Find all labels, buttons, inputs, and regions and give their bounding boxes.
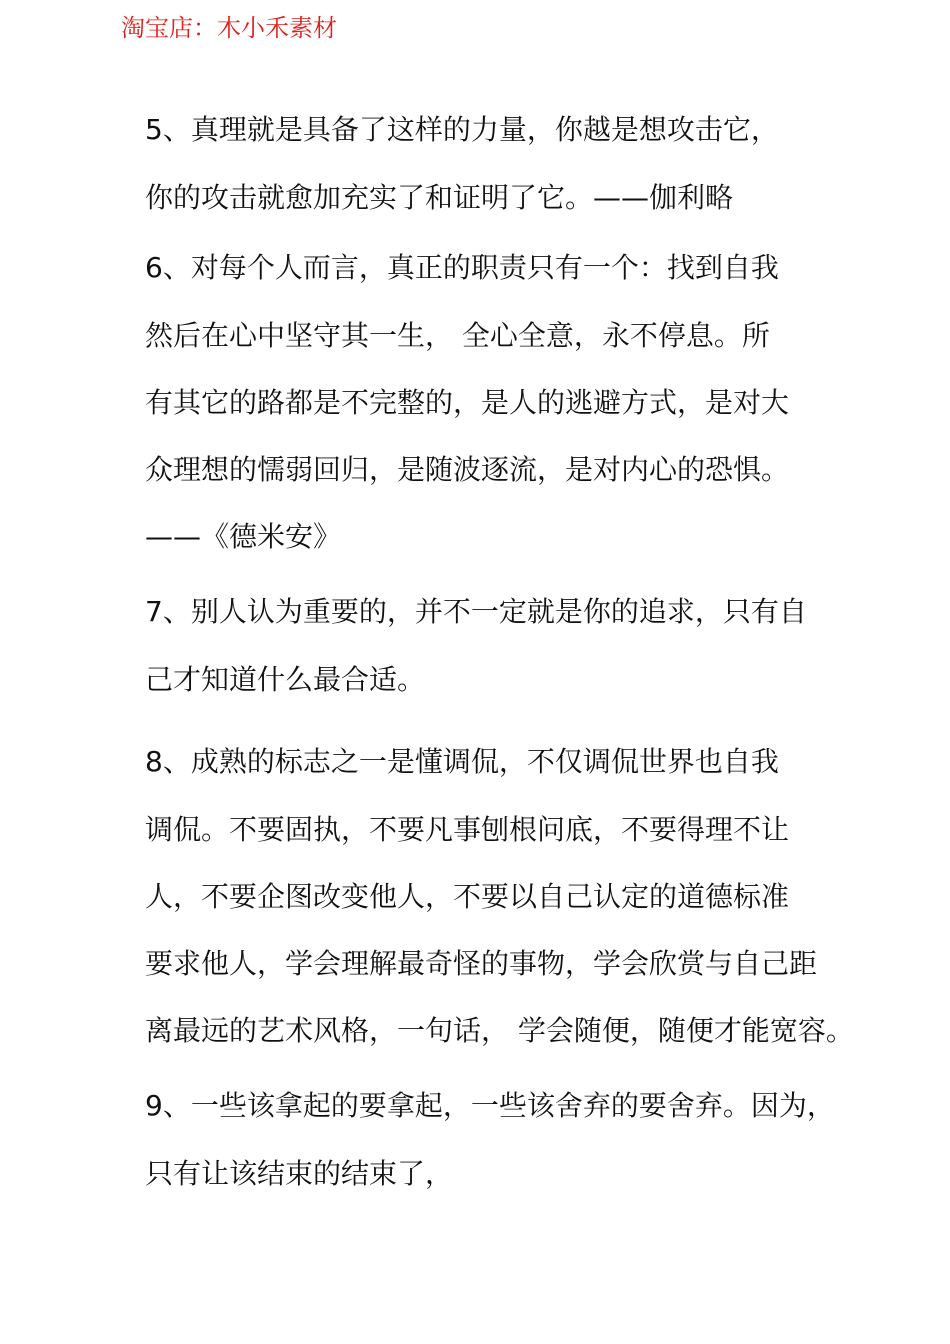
quote-9-line-1: 9、一些该拿起的要拿起，一些该舍弃的要舍弃。因为， bbox=[145, 1089, 835, 1122]
quote-7-line-2: 己才知道什么最合适。 bbox=[145, 663, 426, 696]
quote-8-line-4: 要求他人，学会理解最奇怪的事物，学会欣赏与自己距 bbox=[145, 947, 818, 980]
quote-7-line-1: 7、别人认为重要的，并不一定就是你的追求，只有自 bbox=[145, 595, 807, 628]
quote-5-line-2: 你的攻击就愈加充实了和证明了它。——伽利略 bbox=[145, 181, 734, 214]
quote-8-line-5: 离最远的艺术风格，一句话， 学会随便，随便才能宽容。 bbox=[145, 1014, 854, 1047]
quote-8-line-3: 人，不要企图改变他人，不要以自己认定的道德标准 bbox=[145, 880, 790, 913]
quote-9-line-2: 只有让该结束的结束了， bbox=[145, 1157, 454, 1190]
quote-6-line-1: 6、对每个人而言，真正的职责只有一个：找到自我 bbox=[145, 251, 779, 284]
quote-8-line-1: 8、成熟的标志之一是懂调侃，不仅调侃世界也自我 bbox=[145, 745, 779, 778]
quote-6-line-4: 众理想的懦弱回归，是随波逐流，是对内心的恐惧。 bbox=[145, 453, 790, 486]
quote-8-line-2: 调侃。不要固执，不要凡事刨根问底，不要得理不让 bbox=[145, 813, 790, 846]
quote-6-line-3: 有其它的路都是不完整的，是人的逃避方式，是对大 bbox=[145, 386, 790, 419]
quote-6-line-2: 然后在心中坚守其一生， 全心全意，永不停息。所 bbox=[145, 319, 770, 352]
quote-5-line-1: 5、真理就是具备了这样的力量，你越是想攻击它， bbox=[145, 113, 779, 146]
shop-watermark: 淘宝店：木小禾素材 bbox=[121, 14, 337, 42]
quote-6-attribution: ——《德米安》 bbox=[145, 520, 342, 553]
